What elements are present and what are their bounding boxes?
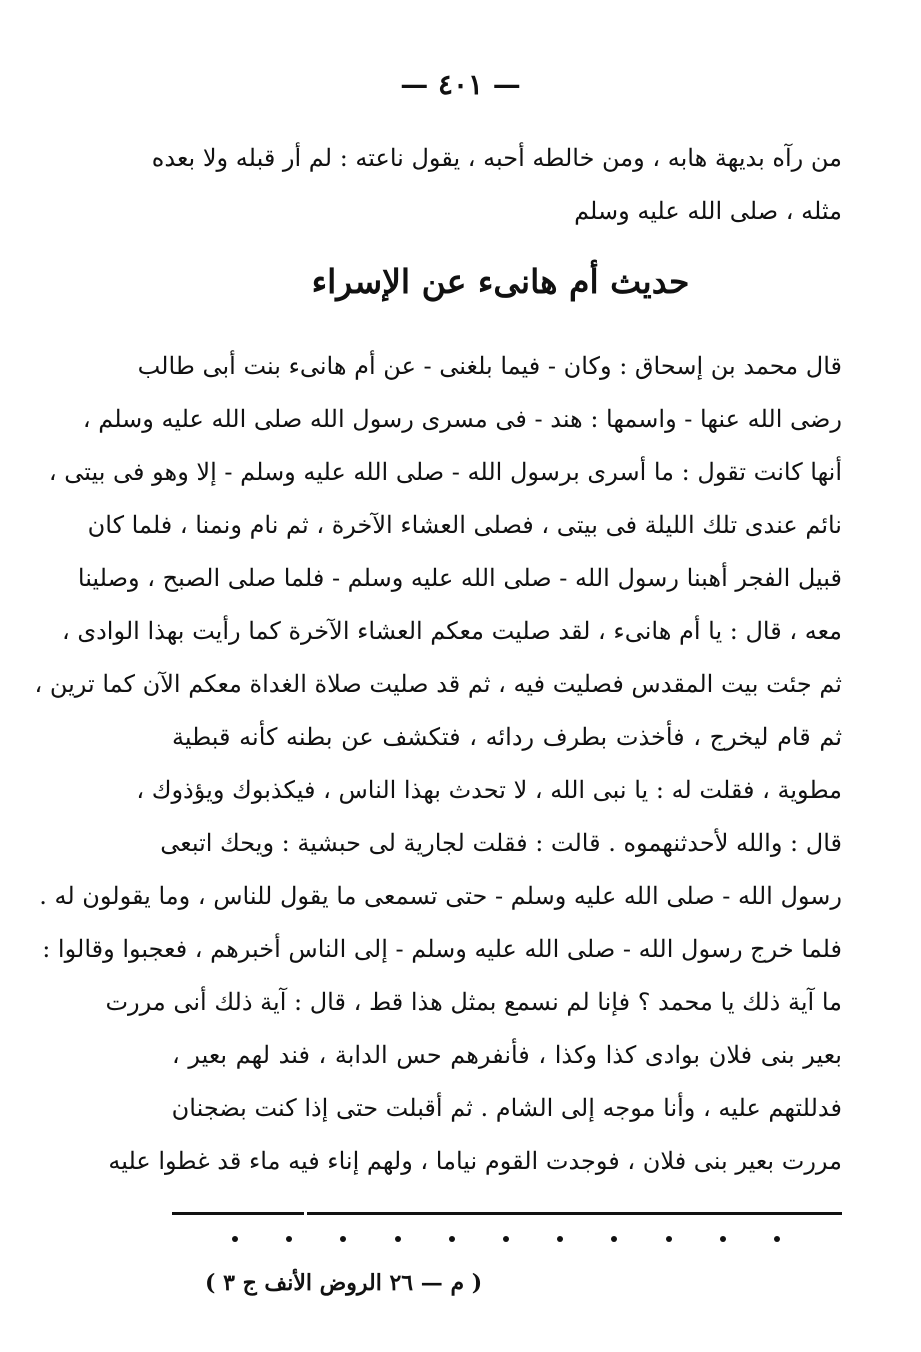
footer-rule — [172, 1212, 842, 1215]
body-line: بعير بنى فلان بوادى كذا وكذا ، فأنفرهم حس الدابة ، فند لهم بعير ، — [172, 1041, 842, 1069]
body-line: ثم قام ليخرج ، فأخذت بطرف ردائه ، فتكشف عن بطنه كأنه قبطية — [172, 723, 842, 751]
body-line: قبيل الفجر أهبنا رسول الله - صلى الله عليه وسلم - فلما صلى الصبح ، وصلينا — [77, 564, 842, 592]
body-line: مررت بعير بنى فلان ، فوجدت القوم نياما ، ولهم إناء فيه ماء قد غطوا عليه — [108, 1147, 842, 1175]
body-line: قال محمد بن إسحاق : وكان - فيما بلغنى - عن أم هانىء بنت أبى طالب — [137, 352, 842, 380]
footer-dot — [720, 1236, 726, 1242]
body-line: ما آية ذلك يا محمد ؟ فإنا لم نسمع بمثل هذا قط ، قال : آية ذلك أنى مررت — [105, 988, 842, 1016]
body-line: معه ، قال : يا أم هانىء ، لقد صليت معكم العشاء الآخرة كما رأيت بهذا الوادى ، — [61, 617, 842, 645]
footer-dot — [449, 1236, 455, 1242]
body-line: فدللتهم عليه ، وأنا موجه إلى الشام . ثم أقبلت حتى إذا كنت بضجنان — [171, 1094, 842, 1122]
body-line: مطوية ، فقلت له : يا نبى الله ، لا تحدث بهذا الناس ، فيكذبوك ويؤذوك ، — [136, 776, 842, 804]
body-text — [34, 340, 842, 1188]
footer-dot — [395, 1236, 401, 1242]
body-line: رضى الله عنها - واسمها : هند - فى مسرى رسول الله صلى الله عليه وسلم ، — [82, 405, 842, 433]
intro-line: مثله ، صلى الله عليه وسلم — [574, 197, 842, 225]
footer-dot — [666, 1236, 672, 1242]
body-line: نائم عندى تلك الليلة فى بيتى ، فصلى العشاء الآخرة ، ثم نام ونمنا ، فلما كان — [87, 511, 842, 539]
signature-footnote: ( م — ٢٦ الروض الأنف ج ٣ ) — [205, 1270, 483, 1296]
footer-dot — [340, 1236, 346, 1242]
footer-dot — [503, 1236, 509, 1242]
footer-dot — [611, 1236, 617, 1242]
page-number: — ٤٠١ — — [400, 68, 521, 101]
footer-dot — [557, 1236, 563, 1242]
intro-line: من رآه بديهة هابه ، ومن خالطه أحبه ، يقول ناعته : لم أر قبله ولا بعده — [151, 144, 842, 172]
body-line: فلما خرج رسول الله - صلى الله عليه وسلم - إلى الناس أخبرهم ، فعجبوا وقالوا : — [42, 935, 842, 963]
body-line: رسول الله - صلى الله عليه وسلم - حتى تسمعى ما يقول للناس ، وما يقولون له . — [39, 882, 842, 910]
footer-dots — [232, 1236, 780, 1242]
body-line: أنها كانت تقول : ما أسرى برسول الله - صلى الله عليه وسلم - إلا وهو فى بيتى ، — [48, 458, 842, 486]
footer-dot — [232, 1236, 238, 1242]
intro-paragraph — [151, 132, 842, 238]
body-line: ثم جئت بيت المقدس فصليت فيه ، ثم قد صليت صلاة الغداة معكم الآن كما ترين ، — [34, 670, 842, 698]
footer-dot — [286, 1236, 292, 1242]
footer-dot — [774, 1236, 780, 1242]
body-line: قال : والله لأحدثنهموه . قالت : فقلت لجارية لى حبشية : ويحك اتبعى — [160, 829, 842, 857]
section-title: حديث أم هانىء عن الإسراء — [311, 262, 690, 301]
